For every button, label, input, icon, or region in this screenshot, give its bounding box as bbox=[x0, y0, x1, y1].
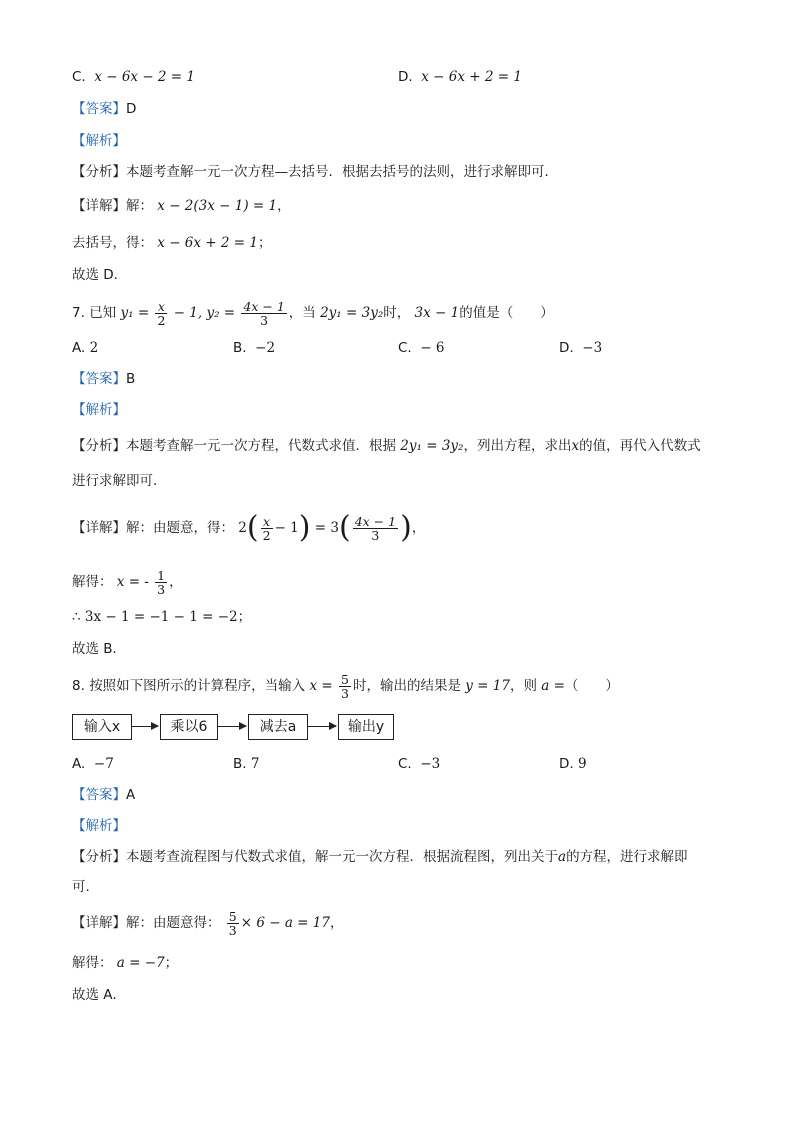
q7-frac-2: $\frac{4x - 1}{3}$ bbox=[243, 298, 285, 328]
q8-xiangjie: 【详解】解：由题意得： $\frac{5}{3}$ × 6 − a = 17， bbox=[72, 908, 344, 938]
q7-eq-frac-1: $\frac{x}{2}$ bbox=[262, 513, 271, 543]
q7-stem: 7. 已知 y₁ = $\frac{x}{2}$ − 1, y₂ = $\frac{4x - 1}{3}$ ，当 2y₁ = 3y₂时， 3x − 1的值是（ ） bbox=[72, 298, 554, 328]
q7-xiangjie: 【详解】解：由题意，得： 2( $\frac{x}{2}$ − 1) = 3( $\frac{4x - 1}{3}$ )， bbox=[72, 510, 426, 545]
prev-analysis-label: 【解析】 bbox=[72, 133, 126, 149]
prev-step-eq: x − 6x + 2 = 1 bbox=[157, 235, 258, 251]
prev-option-d: D. x − 6x + 2 = 1 bbox=[398, 69, 522, 85]
q8-option-b: B. 7 bbox=[233, 756, 260, 772]
q8-jiede: 解得： a = −7； bbox=[72, 955, 179, 971]
q7-fenxi: 【分析】本题考查解一元一次方程，代数式求值．根据 2y₁ = 3y₂，列出方程，求出x的值，再代入代数式 bbox=[72, 438, 701, 454]
q7-option-c: C. − 6 bbox=[398, 340, 445, 356]
q7-frac-1: $\frac{x}{2}$ bbox=[157, 298, 166, 328]
q7-jiede: 解得： x = - $\frac{1}{3}$ ， bbox=[72, 567, 183, 597]
q8-answer: 【答案】A bbox=[72, 787, 136, 803]
q7-jiede-frac: $\frac{1}{3}$ bbox=[157, 567, 166, 597]
flow-arrow-1 bbox=[132, 726, 158, 727]
prev-option-c: C. x − 6x − 2 = 1 bbox=[72, 69, 195, 85]
prev-option-c-eq: x − 6x − 2 = 1 bbox=[94, 69, 195, 85]
flow-arrow-3 bbox=[308, 726, 336, 727]
q8-option-a: A. −7 bbox=[72, 756, 114, 772]
q8-flowchart bbox=[72, 714, 402, 740]
q8-eq-frac: $\frac{5}{3}$ bbox=[228, 908, 237, 938]
q7-answer: 【答案】B bbox=[72, 371, 136, 387]
prev-xiangjie-eq: x − 2(3x − 1) = 1 bbox=[157, 198, 278, 214]
prev-fenxi: 【分析】本题考查解一元一次方程—去括号．根据去括号的法则，进行求解即可． bbox=[72, 164, 558, 180]
q8-fenxi-cont: 可． bbox=[72, 879, 99, 895]
q7-analysis-label: 【解析】 bbox=[72, 402, 126, 418]
q7-conclusion: 故选 B． bbox=[72, 641, 127, 657]
flow-arrow-2 bbox=[218, 726, 246, 727]
q8-fenxi: 【分析】本题考查流程图与代数式求值，解一元一次方程．根据流程图，列出关于a的方程，进行求解即 bbox=[72, 849, 688, 865]
prev-option-d-eq: x − 6x + 2 = 1 bbox=[421, 69, 522, 85]
flow-box-output: 输出y bbox=[338, 714, 394, 740]
flow-box-multiply: 乘以6 bbox=[160, 714, 218, 740]
flow-box-input: 输入x bbox=[72, 714, 132, 740]
prev-conclusion: 故选 D． bbox=[72, 267, 128, 283]
q7-option-a: A. 2 bbox=[72, 340, 99, 356]
prev-step: 去括号，得： x − 6x + 2 = 1； bbox=[72, 235, 272, 251]
prev-answer: 【答案】D bbox=[72, 101, 137, 117]
flow-box-subtract: 减去a bbox=[248, 714, 308, 740]
q7-option-b: B. −2 bbox=[233, 340, 276, 356]
q8-input-frac: $\frac{5}{3}$ bbox=[341, 671, 349, 701]
q7-option-d: D. −3 bbox=[559, 340, 603, 356]
q8-analysis-label: 【解析】 bbox=[72, 818, 126, 834]
q8-stem: 8. 按照如下图所示的计算程序，当输入 x = $\frac{5}{3}$ 时，输出的结果是 y = 17，则 a =（ ） bbox=[72, 671, 619, 701]
q7-therefore: ∴ 3x − 1 = −1 − 1 = −2； bbox=[72, 609, 252, 625]
q8-option-c: C. −3 bbox=[398, 756, 441, 772]
q8-conclusion: 故选 A． bbox=[72, 987, 127, 1003]
q8-option-d: D. 9 bbox=[559, 756, 587, 772]
q7-fenxi-cont: 进行求解即可． bbox=[72, 473, 167, 489]
q7-eq-frac-2: $\frac{4x - 1}{3}$ bbox=[354, 513, 397, 543]
prev-xiangjie: 【详解】解： x − 2(3x − 1) = 1， bbox=[72, 198, 291, 214]
